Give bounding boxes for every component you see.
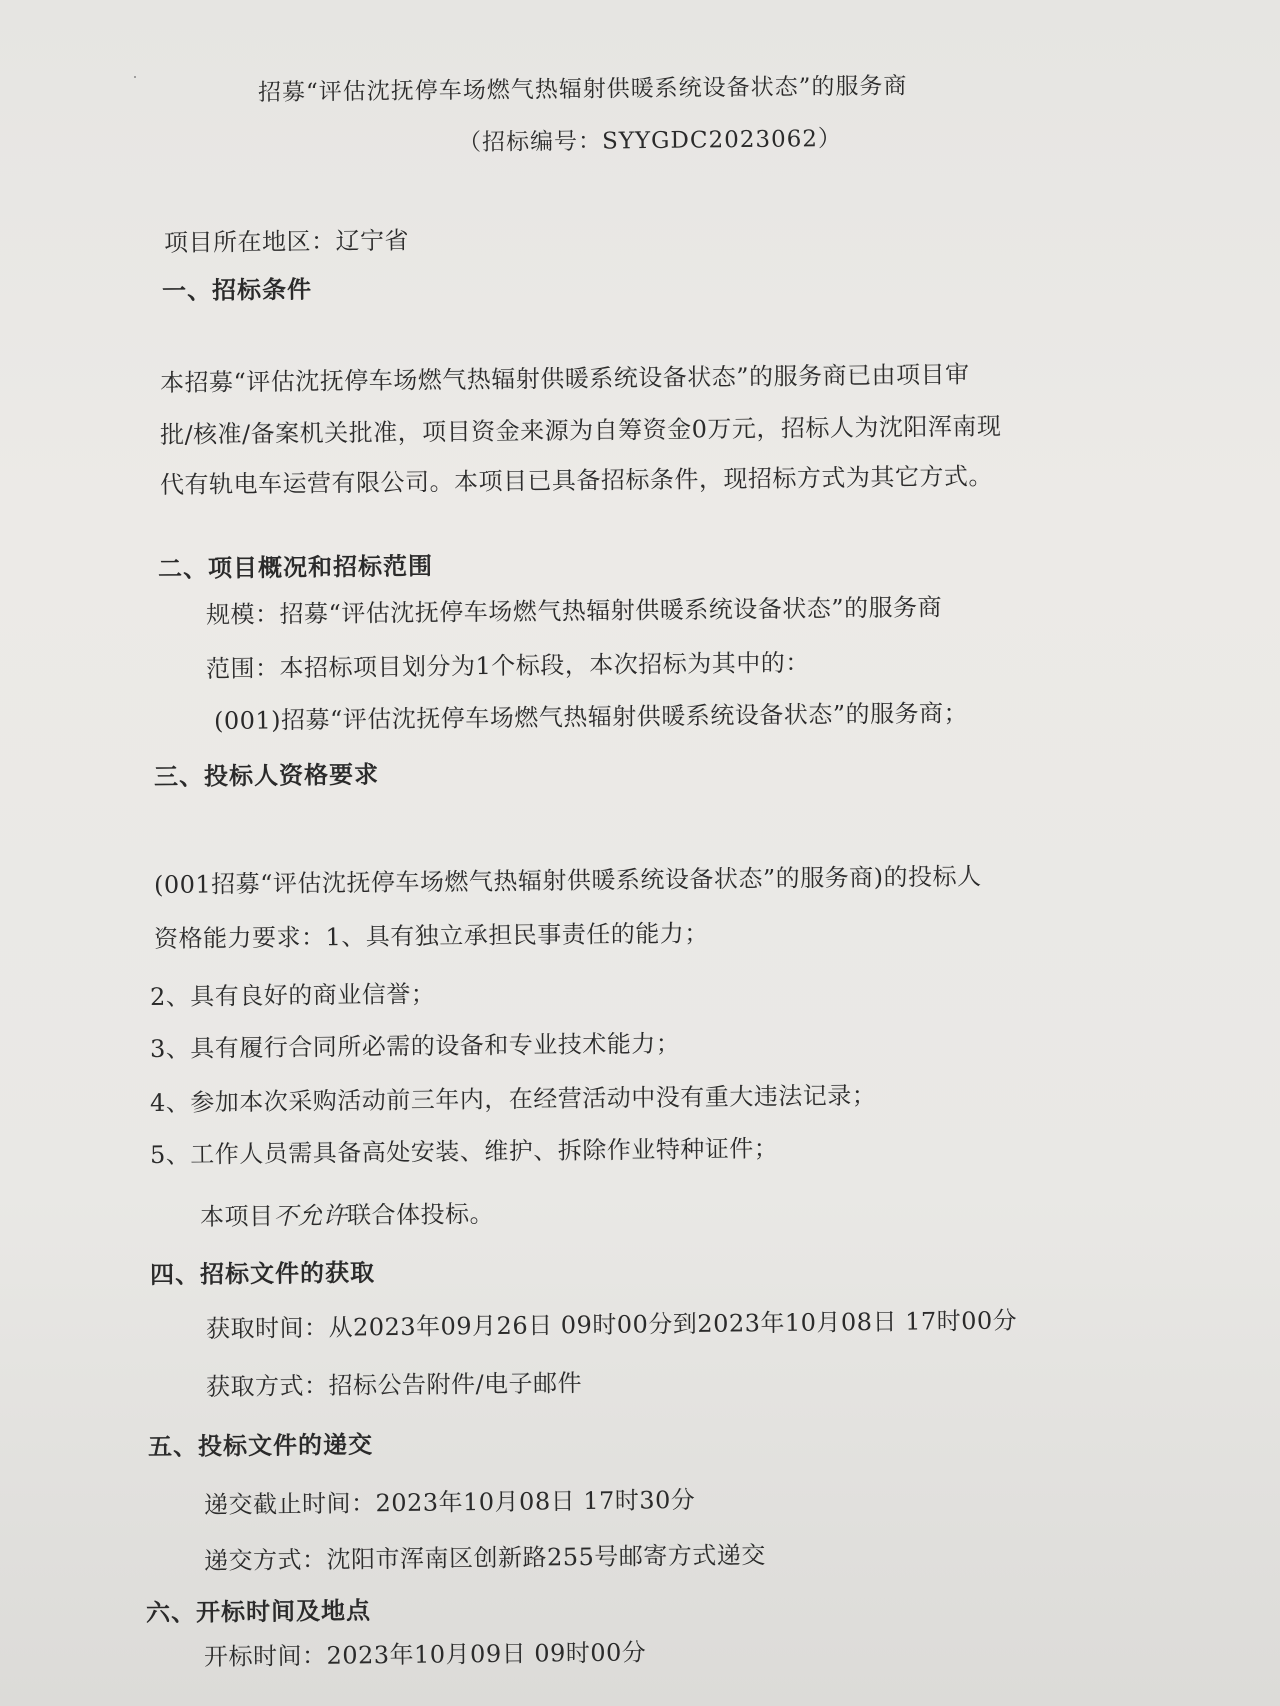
section-1-paragraph-line-1: 本招募“评估沈抚停车场燃气热辐射供暖系统设备状态”的服务商已由项目审 xyxy=(159,360,970,397)
project-region: 项目所在地区：辽宁省 xyxy=(163,226,410,257)
section-heading-6: 六、开标时间及地点 xyxy=(145,1596,372,1627)
document-title: 招募“评估沈抚停车场燃气热辐射供暖系统设备状态”的服务商 xyxy=(257,73,908,106)
qualification-line-1: (001招募“评估沈抚停车场燃气热辐射供暖系统设备状态”的服务商)的投标人 xyxy=(153,862,982,899)
tender-number: （招标编号：SYYGDC2023062） xyxy=(457,125,843,156)
qualification-line-6: 5、工作人员需具备高处安装、维护、拆除作业特种证件； xyxy=(149,1134,779,1169)
consortium-flag: 不允许 xyxy=(273,1201,348,1231)
section-heading-2: 二、项目概况和招标范围 xyxy=(157,552,434,583)
qualification-line-4: 3、具有履行合同所必需的设备和专业技术能力； xyxy=(149,1029,681,1063)
project-scope: 范围：本招标项目划分为1个标段，本次招标为其中的： xyxy=(205,648,810,683)
submission-method: 递交方式：沈阳市浑南区创新路255号邮寄方式递交 xyxy=(203,1541,766,1575)
document-obtain-time: 获取时间：从2023年09月26日 09时00分到2023年10月08日 17时00分 xyxy=(205,1306,1018,1343)
paper-speck xyxy=(134,76,136,78)
section-heading-5: 五、投标文件的递交 xyxy=(147,1430,374,1461)
section-1-paragraph-line-3: 代有轨电车运营有限公司。本项目已具备招标条件，现招标方式为其它方式。 xyxy=(159,462,994,499)
consortium-prefix: 本项目 xyxy=(199,1202,274,1231)
bid-opening-time: 开标时间：2023年10月09日 09时00分 xyxy=(203,1638,647,1671)
document-obtain-method: 获取方式：招标公告附件/电子邮件 xyxy=(205,1369,583,1401)
section-heading-4: 四、招标文件的获取 xyxy=(149,1258,376,1289)
qualification-line-5: 4、参加本次采购活动前三年内，在经营活动中没有重大违法记录； xyxy=(149,1081,877,1117)
project-lot: (001)招募“评估沈抚停车场燃气热辐射供暖系统设备状态”的服务商； xyxy=(213,699,969,735)
consortium-suffix: 联合体投标。 xyxy=(346,1199,495,1230)
section-heading-1: 一、招标条件 xyxy=(161,275,313,305)
qualification-line-2: 资格能力要求：1、具有独立承担民事责任的能力； xyxy=(153,919,709,953)
submission-deadline: 递交截止时间：2023年10月08日 17时30分 xyxy=(203,1485,696,1519)
project-scale: 规模：招募“评估沈抚停车场燃气热辐射供暖系统设备状态”的服务商 xyxy=(205,593,943,629)
consortium-statement xyxy=(200,1199,494,1232)
section-1-paragraph-line-2: 批/核准/备案机关批准，项目资金来源为自筹资金0万元，招标人为沈阳浑南现 xyxy=(159,412,1002,449)
section-heading-3: 三、投标人资格要求 xyxy=(153,760,380,791)
qualification-line-3: 2、具有良好的商业信誉； xyxy=(149,980,436,1011)
